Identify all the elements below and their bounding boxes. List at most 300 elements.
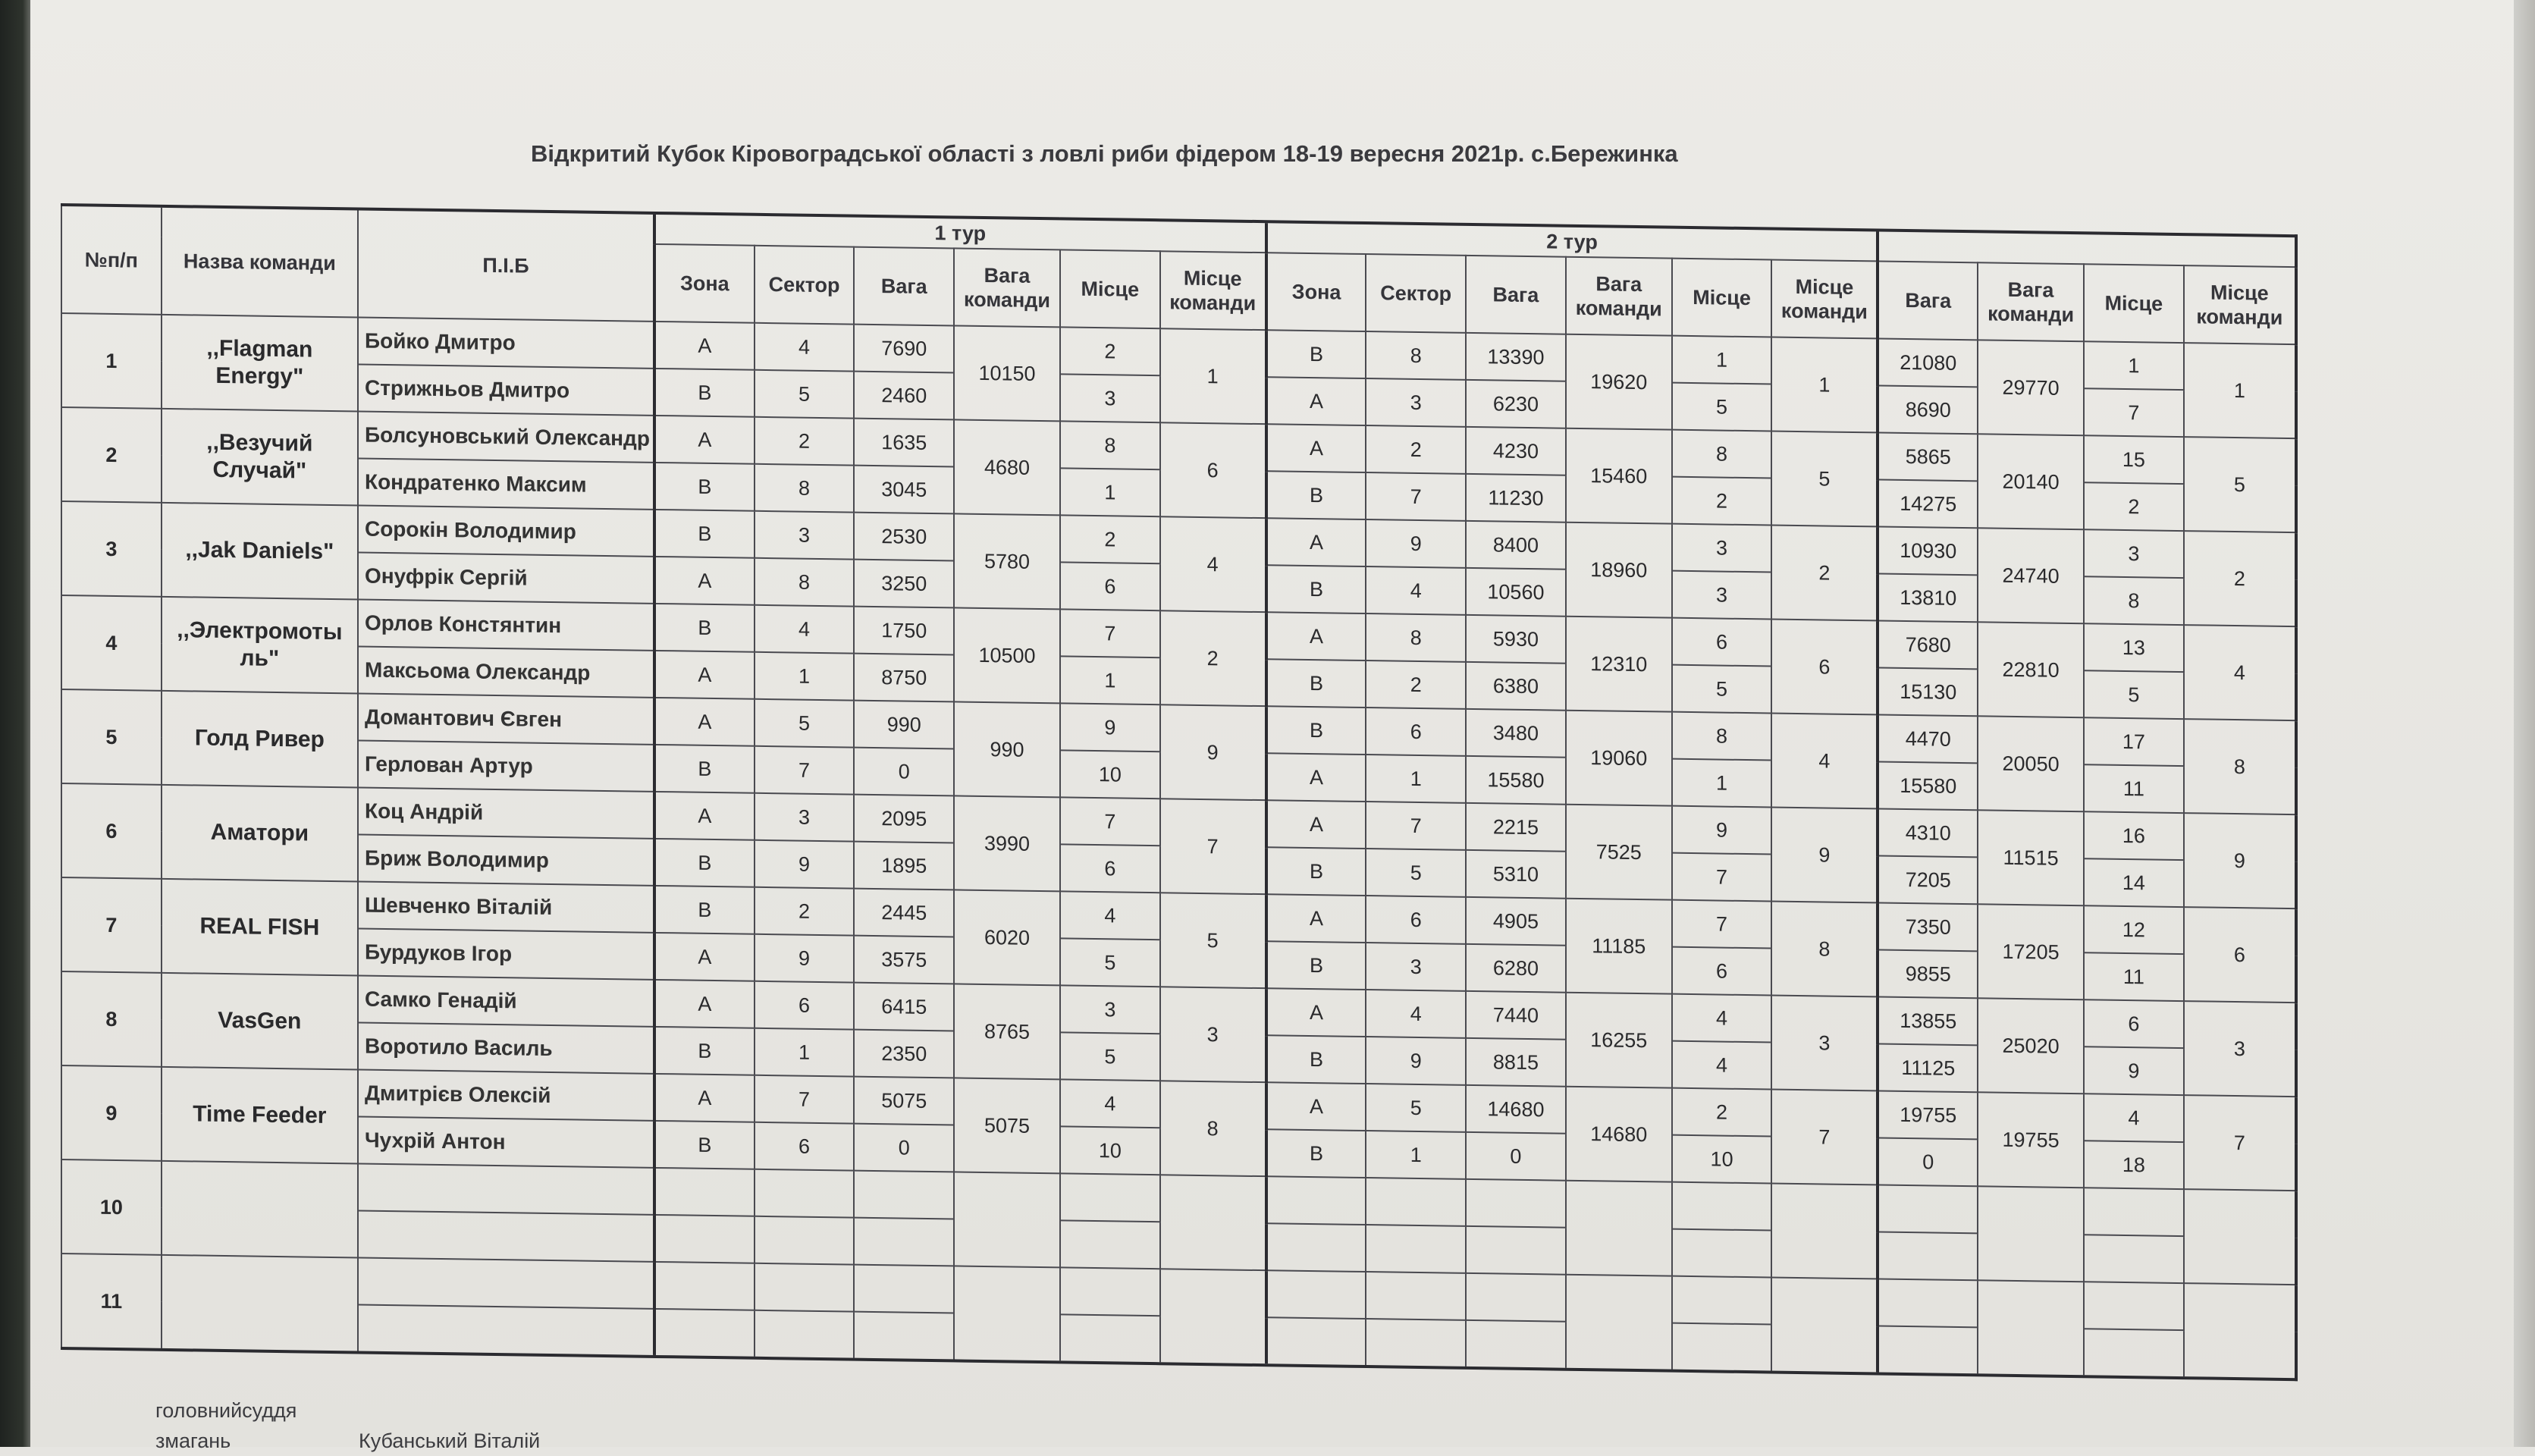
r1-zone-cell: A [654, 933, 755, 981]
team-number: 8 [61, 971, 162, 1067]
r2-zone-cell: A [1266, 424, 1366, 472]
r2-team-place-cell: 7 [1771, 1090, 1878, 1185]
r1-team-weight-cell: 990 [954, 701, 1060, 797]
r2-place-cell: 2 [1672, 477, 1772, 526]
tot-weight-cell: 21080 [1878, 338, 1978, 387]
r1-zone-cell: B [654, 1121, 755, 1169]
r2-place-cell: 2 [1672, 1088, 1772, 1137]
r1-team-weight-cell [954, 1266, 1060, 1362]
r1-zone-cell: A [654, 651, 755, 699]
header-no: №п/п [61, 205, 162, 315]
r1-weight-cell: 2460 [854, 372, 954, 420]
r1-sector-cell: 5 [755, 699, 855, 748]
r1-zone-cell: A [654, 322, 755, 370]
r2-weight-cell [1466, 1273, 1566, 1322]
participant-name [358, 1163, 654, 1214]
tot-weight-cell: 10930 [1878, 526, 1978, 575]
r1-team-place-cell: 2 [1160, 610, 1266, 706]
tot-weight-cell: 11125 [1878, 1043, 1978, 1092]
r2-weight-cell: 6280 [1466, 944, 1566, 993]
r1-place-cell: 4 [1060, 891, 1160, 940]
r1-sector-cell: 9 [755, 934, 855, 983]
tot-weight-cell: 8690 [1878, 385, 1978, 434]
team-number: 11 [61, 1254, 162, 1350]
r1-place-cell: 9 [1060, 703, 1160, 752]
r1-place-cell: 10 [1060, 750, 1160, 799]
r2-weight-cell: 13390 [1466, 333, 1566, 381]
r1-zone-cell: A [654, 698, 755, 746]
r1-zone-cell: B [654, 463, 755, 511]
r2-sector-cell: 3 [1366, 943, 1466, 991]
r1-place-cell: 6 [1060, 844, 1160, 893]
r2-place-cell: 9 [1672, 806, 1772, 855]
r2-team-weight-cell [1566, 1275, 1672, 1371]
team-name: ,,Везучий Случай" [162, 409, 358, 506]
r2-weight-cell: 4230 [1466, 427, 1566, 475]
r1-zone-cell: A [654, 980, 755, 1028]
participant-name: Чухрій Антон [358, 1116, 654, 1167]
r1-team-weight-cell [954, 1172, 1060, 1267]
tot-team-weight-cell: 19755 [1978, 1092, 2084, 1188]
r2-team-place-cell: 6 [1771, 620, 1878, 715]
r2-team-weight-cell: 18960 [1566, 522, 1672, 618]
r1-sector-cell [755, 1169, 855, 1218]
r2-sector-cell [1366, 1225, 1466, 1273]
r2-team-place-cell: 1 [1771, 337, 1878, 433]
r1-team-weight-cell: 3990 [954, 795, 1060, 891]
r1-sector-cell: 7 [755, 746, 855, 795]
header-r1-zone: Зона [654, 244, 755, 323]
r1-weight-cell: 3250 [854, 560, 954, 608]
header-total-team-weight: Вага команди [1978, 262, 2084, 341]
tot-weight-cell: 13810 [1878, 573, 1978, 622]
r2-sector-cell: 2 [1366, 661, 1466, 709]
r1-place-cell: 2 [1060, 515, 1160, 563]
r1-weight-cell: 2445 [854, 889, 954, 937]
header-round1: 1 тур [654, 213, 1266, 253]
header-pib: П.І.Б [358, 209, 654, 321]
tot-place-cell: 13 [2084, 623, 2184, 672]
team-name: VasGen [162, 973, 358, 1070]
r2-weight-cell [1466, 1320, 1566, 1370]
team-number: 3 [61, 501, 162, 597]
r2-sector-cell [1366, 1178, 1466, 1226]
r1-weight-cell: 0 [854, 1124, 954, 1172]
tot-weight-cell: 5865 [1878, 432, 1978, 481]
tot-place-cell [2084, 1235, 2184, 1283]
r1-sector-cell [755, 1216, 855, 1265]
r1-sector-cell: 1 [755, 652, 855, 701]
participant-name: Коц Андрій [358, 787, 654, 838]
r2-sector-cell: 4 [1366, 990, 1466, 1038]
participant-name: Бурдуков Ігор [358, 928, 654, 979]
team-number: 6 [61, 783, 162, 879]
team-number: 9 [61, 1065, 162, 1161]
r2-weight-cell: 5930 [1466, 615, 1566, 664]
r1-sector-cell [755, 1310, 855, 1360]
r2-place-cell: 5 [1672, 383, 1772, 431]
header-r1-sector: Сектор [755, 246, 855, 325]
r2-team-weight-cell: 19620 [1566, 334, 1672, 430]
r1-zone-cell [654, 1215, 755, 1263]
tot-team-place-cell: 3 [2184, 1001, 2296, 1097]
r1-zone-cell: B [654, 839, 755, 887]
r1-zone-cell: B [654, 886, 755, 934]
r1-place-cell: 10 [1060, 1126, 1160, 1175]
r2-team-place-cell: 9 [1771, 808, 1878, 903]
r2-weight-cell [1466, 1226, 1566, 1275]
team-name: REAL FISH [162, 879, 358, 976]
tot-place-cell: 12 [2084, 905, 2184, 954]
header-r1-weight: Вага [854, 247, 954, 326]
r2-weight-cell: 0 [1466, 1132, 1566, 1181]
r2-sector-cell: 1 [1366, 1131, 1466, 1179]
r1-zone-cell: B [654, 1027, 755, 1075]
r2-sector-cell: 9 [1366, 1037, 1466, 1085]
tot-weight-cell: 13855 [1878, 996, 1978, 1045]
r1-sector-cell: 9 [755, 840, 855, 889]
header-r1-team-weight: Вага команди [954, 248, 1060, 327]
r2-team-place-cell: 8 [1771, 902, 1878, 997]
r1-place-cell [1060, 1220, 1160, 1269]
tot-place-cell: 8 [2084, 576, 2184, 625]
tot-weight-cell [1878, 1326, 1978, 1375]
r1-sector-cell: 5 [755, 370, 855, 419]
r1-sector-cell: 2 [755, 887, 855, 936]
r2-sector-cell: 5 [1366, 1084, 1466, 1132]
team-name [162, 1161, 358, 1258]
r1-weight-cell: 7690 [854, 325, 954, 373]
tot-place-cell [2084, 1188, 2184, 1236]
r1-team-weight-cell: 10150 [954, 325, 1060, 421]
r2-sector-cell: 6 [1366, 896, 1466, 944]
r2-team-place-cell [1771, 1184, 1878, 1279]
r2-place-cell [1672, 1323, 1772, 1373]
tot-weight-cell: 14275 [1878, 479, 1978, 528]
r2-zone-cell: B [1266, 471, 1366, 519]
tot-weight-cell [1878, 1185, 1978, 1233]
header-r1-place: Місце [1060, 249, 1160, 328]
tot-team-place-cell: 5 [2184, 437, 2296, 532]
header-r1-team-place: Місце команди [1160, 251, 1266, 330]
tot-team-place-cell: 4 [2184, 625, 2296, 720]
r2-zone-cell: B [1266, 330, 1366, 378]
r2-team-place-cell: 4 [1771, 714, 1878, 809]
tot-weight-cell [1878, 1279, 1978, 1327]
r1-weight-cell: 2530 [854, 513, 954, 561]
participant-name: Домантович Євген [358, 693, 654, 744]
r2-zone-cell: B [1266, 706, 1366, 755]
tot-weight-cell [1878, 1232, 1978, 1280]
r1-zone-cell [654, 1168, 755, 1216]
r2-sector-cell: 4 [1366, 566, 1466, 615]
r1-sector-cell: 8 [755, 558, 855, 607]
tot-team-place-cell: 8 [2184, 719, 2296, 814]
tot-place-cell: 14 [2084, 858, 2184, 907]
r1-zone-cell: A [654, 792, 755, 840]
r1-place-cell [1060, 1267, 1160, 1316]
r1-team-weight-cell: 8765 [954, 984, 1060, 1079]
tot-team-weight-cell [1978, 1280, 2084, 1376]
r2-place-cell: 3 [1672, 524, 1772, 573]
tot-team-place-cell [2184, 1283, 2296, 1379]
r1-sector-cell: 6 [755, 1122, 855, 1171]
tot-weight-cell: 4470 [1878, 714, 1978, 763]
r1-place-cell: 5 [1060, 938, 1160, 987]
r2-sector-cell: 7 [1366, 472, 1466, 521]
r2-weight-cell: 15580 [1466, 756, 1566, 805]
participant-name: Дмитрієв Олексій [358, 1069, 654, 1120]
header-team: Назва команди [162, 206, 358, 318]
team-number: 10 [61, 1159, 162, 1255]
r1-zone-cell: B [654, 745, 755, 793]
r2-place-cell: 10 [1672, 1135, 1772, 1184]
tot-team-weight-cell: 20050 [1978, 716, 2084, 811]
tot-place-cell: 7 [2084, 388, 2184, 437]
document-title: Відкритий Кубок Кіровоградської області з ловлі риби фідером 18-19 вересня 2021р. с.Бережинка [531, 140, 1678, 167]
r2-zone-cell: A [1266, 377, 1366, 425]
participant-name: Онуфрік Сергій [358, 552, 654, 603]
tot-place-cell: 11 [2084, 952, 2184, 1001]
r2-zone-cell: B [1266, 1035, 1366, 1084]
r1-place-cell: 1 [1060, 468, 1160, 516]
r2-weight-cell: 8400 [1466, 521, 1566, 570]
tot-team-weight-cell: 22810 [1978, 622, 2084, 717]
r2-sector-cell: 6 [1366, 708, 1466, 756]
tot-weight-cell: 7205 [1878, 855, 1978, 904]
r2-team-weight-cell: 12310 [1566, 617, 1672, 712]
r1-weight-cell [854, 1312, 954, 1361]
r2-weight-cell: 3480 [1466, 709, 1566, 758]
tot-weight-cell: 0 [1878, 1138, 1978, 1186]
r2-weight-cell: 5310 [1466, 850, 1566, 899]
tot-team-place-cell [2184, 1189, 2296, 1285]
r1-place-cell [1060, 1314, 1160, 1363]
r2-place-cell: 8 [1672, 430, 1772, 479]
r2-weight-cell: 14680 [1466, 1085, 1566, 1134]
header-r2-sector: Сектор [1366, 254, 1466, 333]
r1-sector-cell: 1 [755, 1028, 855, 1077]
r1-team-place-cell [1160, 1175, 1266, 1270]
participant-name: Воротило Василь [358, 1022, 654, 1073]
r1-place-cell: 3 [1060, 374, 1160, 422]
r1-team-place-cell: 9 [1160, 704, 1266, 800]
tot-place-cell: 18 [2084, 1141, 2184, 1189]
tot-weight-cell: 15580 [1878, 761, 1978, 810]
team-name: ,,Электромоты ль" [162, 597, 358, 694]
r2-weight-cell: 8815 [1466, 1038, 1566, 1087]
r1-sector-cell: 8 [755, 464, 855, 513]
r1-zone-cell: B [654, 369, 755, 417]
r2-team-place-cell: 2 [1771, 526, 1878, 621]
r1-team-weight-cell: 5075 [954, 1078, 1060, 1173]
r2-sector-cell: 2 [1366, 425, 1466, 474]
r2-place-cell: 4 [1672, 994, 1772, 1043]
signature-block [155, 1395, 541, 1456]
r2-zone-cell [1266, 1317, 1366, 1367]
r1-sector-cell: 3 [755, 511, 855, 560]
r1-team-place-cell: 1 [1160, 328, 1266, 424]
r1-team-weight-cell: 10500 [954, 607, 1060, 703]
tot-place-cell: 17 [2084, 717, 2184, 766]
r2-team-weight-cell [1566, 1181, 1672, 1276]
r1-weight-cell: 0 [854, 748, 954, 796]
r1-place-cell: 2 [1060, 327, 1160, 375]
tot-team-weight-cell: 20140 [1978, 434, 2084, 529]
r2-weight-cell: 6380 [1466, 662, 1566, 711]
r2-zone-cell: A [1266, 988, 1366, 1037]
tot-weight-cell: 9855 [1878, 949, 1978, 998]
r2-place-cell: 7 [1672, 853, 1772, 902]
tot-weight-cell: 7680 [1878, 620, 1978, 669]
r2-zone-cell: A [1266, 1082, 1366, 1131]
participant-name: Шевченко Віталій [358, 881, 654, 932]
r2-weight-cell: 10560 [1466, 568, 1566, 617]
team-number: 2 [61, 407, 162, 503]
r2-place-cell: 3 [1672, 571, 1772, 620]
r2-zone-cell: A [1266, 800, 1366, 849]
tot-place-cell: 6 [2084, 999, 2184, 1048]
r2-team-place-cell: 5 [1771, 431, 1878, 527]
r2-team-weight-cell: 11185 [1566, 899, 1672, 994]
r1-sector-cell: 2 [755, 417, 855, 466]
r2-weight-cell: 11230 [1466, 474, 1566, 522]
tot-place-cell: 16 [2084, 811, 2184, 860]
r2-sector-cell: 5 [1366, 849, 1466, 897]
r2-place-cell [1672, 1182, 1772, 1231]
r2-team-weight-cell: 7525 [1566, 805, 1672, 900]
r1-place-cell: 1 [1060, 656, 1160, 704]
tot-weight-cell: 15130 [1878, 667, 1978, 716]
r1-weight-cell: 6415 [854, 983, 954, 1031]
participant-name: Бриж Володимир [358, 834, 654, 885]
r1-weight-cell: 3045 [854, 466, 954, 514]
r1-team-place-cell: 8 [1160, 1081, 1266, 1176]
team-name: ,,Flagman Energy" [162, 315, 358, 412]
r1-zone-cell: A [654, 557, 755, 605]
r2-sector-cell: 1 [1366, 755, 1466, 803]
r1-weight-cell: 1750 [854, 607, 954, 655]
team-number: 5 [61, 689, 162, 785]
team-name: ,,Jak Daniels" [162, 503, 358, 600]
r1-zone-cell: B [654, 604, 755, 652]
r2-place-cell: 8 [1672, 712, 1772, 761]
tot-place-cell: 15 [2084, 435, 2184, 484]
r1-team-place-cell: 5 [1160, 893, 1266, 988]
tot-team-place-cell: 6 [2184, 907, 2296, 1003]
r1-weight-cell: 990 [854, 701, 954, 749]
team-number: 1 [61, 313, 162, 409]
tot-place-cell: 5 [2084, 670, 2184, 719]
tot-team-place-cell: 1 [2184, 343, 2296, 438]
team-name: Time Feeder [162, 1067, 358, 1164]
participant-name: Стрижньов Дмитро [358, 364, 654, 415]
team-name: Аматори [162, 785, 358, 882]
header-total-place: Місце [2084, 264, 2184, 343]
r1-weight-cell [854, 1218, 954, 1266]
r1-zone-cell: A [654, 1074, 755, 1122]
r1-weight-cell: 3575 [854, 936, 954, 984]
participant-name: Сорокін Володимир [358, 505, 654, 556]
r2-sector-cell: 3 [1366, 378, 1466, 427]
r1-zone-cell: A [654, 416, 755, 464]
r1-sector-cell: 3 [755, 793, 855, 842]
tot-team-place-cell: 9 [2184, 813, 2296, 908]
r2-place-cell [1672, 1229, 1772, 1278]
r2-zone-cell: B [1266, 565, 1366, 613]
r2-sector-cell: 7 [1366, 802, 1466, 850]
r2-team-weight-cell: 16255 [1566, 993, 1672, 1088]
tot-place-cell: 9 [2084, 1046, 2184, 1095]
r2-zone-cell: B [1266, 1129, 1366, 1178]
r1-weight-cell: 8750 [854, 654, 954, 702]
tot-team-weight-cell: 17205 [1978, 904, 2084, 999]
r1-place-cell: 3 [1060, 985, 1160, 1034]
r1-weight-cell: 5075 [854, 1077, 954, 1125]
tot-place-cell: 4 [2084, 1094, 2184, 1142]
r2-sector-cell [1366, 1272, 1466, 1320]
header-r2-team-place: Місце команди [1771, 260, 1878, 339]
r1-zone-cell [654, 1309, 755, 1358]
participant-name: Кондратенко Максим [358, 458, 654, 509]
tot-team-weight-cell: 25020 [1978, 998, 2084, 1094]
r2-zone-cell [1266, 1223, 1366, 1272]
r1-zone-cell [654, 1262, 755, 1310]
r1-weight-cell: 2350 [854, 1030, 954, 1078]
photo-background-edge-right [2514, 0, 2535, 1447]
r1-place-cell: 6 [1060, 562, 1160, 610]
r2-place-cell: 1 [1672, 336, 1772, 384]
tot-team-weight-cell [1978, 1186, 2084, 1282]
r1-team-weight-cell: 4680 [954, 419, 1060, 515]
r2-weight-cell: 7440 [1466, 991, 1566, 1040]
header-total-team-place: Місце команди [2184, 265, 2296, 344]
r2-team-weight-cell: 15460 [1566, 428, 1672, 524]
r1-zone-cell: B [654, 510, 755, 558]
tot-team-weight-cell: 29770 [1978, 340, 2084, 435]
r1-weight-cell [854, 1171, 954, 1219]
tot-weight-cell: 4310 [1878, 808, 1978, 857]
r2-weight-cell [1466, 1179, 1566, 1228]
r2-team-place-cell [1771, 1278, 1878, 1374]
r1-place-cell: 7 [1060, 797, 1160, 846]
r2-zone-cell: A [1266, 518, 1366, 566]
r2-place-cell: 4 [1672, 1041, 1772, 1090]
r1-place-cell: 8 [1060, 421, 1160, 469]
r2-zone-cell: A [1266, 894, 1366, 943]
tot-place-cell [2084, 1282, 2184, 1330]
tot-team-weight-cell: 11515 [1978, 810, 2084, 905]
participant-name: Болсуновський Олександр [358, 411, 654, 462]
team-name: Голд Ривер [162, 691, 358, 788]
r2-team-place-cell: 3 [1771, 996, 1878, 1091]
r1-team-place-cell [1160, 1269, 1266, 1365]
r1-place-cell: 4 [1060, 1079, 1160, 1128]
tot-place-cell: 1 [2084, 341, 2184, 390]
r2-zone-cell: B [1266, 847, 1366, 896]
participant-name: Бойко Дмитро [358, 317, 654, 368]
r2-place-cell: 1 [1672, 759, 1772, 808]
tot-weight-cell: 19755 [1878, 1090, 1978, 1139]
r2-team-weight-cell: 14680 [1566, 1087, 1672, 1182]
r2-weight-cell: 6230 [1466, 380, 1566, 428]
r1-weight-cell: 2095 [854, 795, 954, 843]
r1-team-place-cell: 6 [1160, 422, 1266, 518]
r1-team-weight-cell: 5780 [954, 513, 1060, 609]
r2-place-cell: 7 [1672, 900, 1772, 949]
r2-zone-cell: B [1266, 659, 1366, 708]
r1-place-cell: 5 [1060, 1032, 1160, 1081]
